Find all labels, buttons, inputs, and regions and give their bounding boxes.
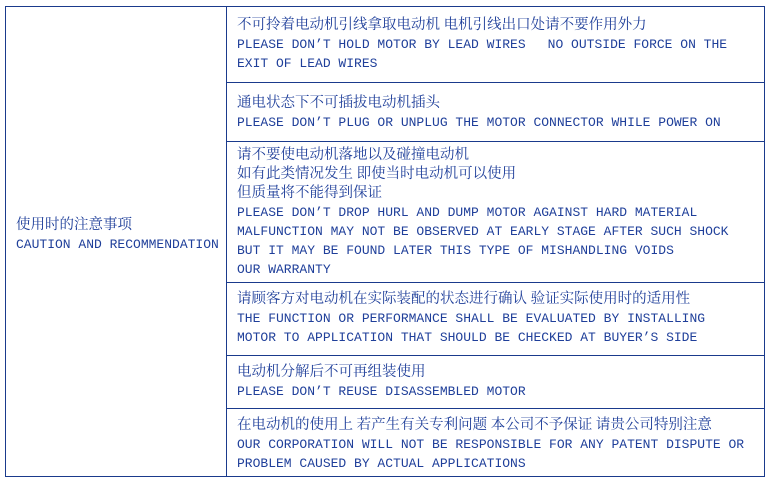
category-label-en: CAUTION AND RECOMMENDATION [16,237,219,252]
row-text-zh: 不可拎着电动机引线拿取电动机 电机引线出口处请不要作用外力 [237,17,647,33]
row-text-en: PLEASE DON’T PLUG OR UNPLUG THE MOTOR CONNECTOR WHILE POWER ON [237,115,721,130]
row-text-zh: 通电状态下不可插拔电动机插头 [237,95,440,111]
row-text-zh: 在电动机的使用上 若产生有关专利问题 本公司不予保证 请贵公司特别注意 [237,417,712,433]
caution-row-lead-wires [227,7,764,83]
category-label-zh: 使用时的注意事项 [16,217,132,233]
row-text-en: PROBLEM CAUSED BY ACTUAL APPLICATIONS [237,456,526,471]
row-text-en: MALFUNCTION MAY NOT BE OBSERVED AT EARLY STAGE AFTER SUCH SHOCK [237,224,729,239]
row-text-en: PLEASE DON’T REUSE DISASSEMBLED MOTOR [237,384,526,399]
caution-items [227,7,764,476]
row-text-en: PLEASE DON’T HOLD MOTOR BY LEAD WIRES NO OUTSIDE FORCE ON THE [237,37,728,52]
row-text-zh: 请不要使电动机落地以及碰撞电动机 [237,147,469,163]
row-text-en: BUT IT MAY BE FOUND LATER THIS TYPE OF MISHANDLING VOIDS [237,243,674,258]
caution-row-connector [227,83,764,142]
row-text-zh: 请顾客方对电动机在实际装配的状态进行确认 验证实际使用时的适用性 [237,291,691,307]
row-text-en: OUR CORPORATION WILL NOT BE RESPONSIBLE FOR ANY PATENT DISPUTE OR [237,437,745,452]
row-text-en: OUR WARRANTY [237,262,331,277]
caution-table [5,6,765,477]
row-text-en: PLEASE DON’T DROP HURL AND DUMP MOTOR AGAINST HARD MATERIAL [237,205,698,220]
caution-row-drop [227,142,764,283]
row-text-zh: 电动机分解后不可再组装使用 [237,364,426,380]
row-text-en: THE FUNCTION OR PERFORMANCE SHALL BE EVALUATED BY INSTALLING [237,311,706,326]
row-text-en: MOTOR TO APPLICATION THAT SHOULD BE CHECKED AT BUYER’S SIDE [237,330,698,345]
caution-row-evaluation [227,283,764,356]
caution-row-reuse [227,356,764,409]
row-text-zh: 如有此类情况发生 即使当时电动机可以使用 [237,166,517,182]
caution-row-patent [227,409,764,476]
row-text-en: EXIT OF LEAD WIRES [237,56,378,71]
category-cell [6,7,227,476]
row-text-zh: 但质量将不能得到保证 [237,185,382,201]
category-label [16,216,219,254]
